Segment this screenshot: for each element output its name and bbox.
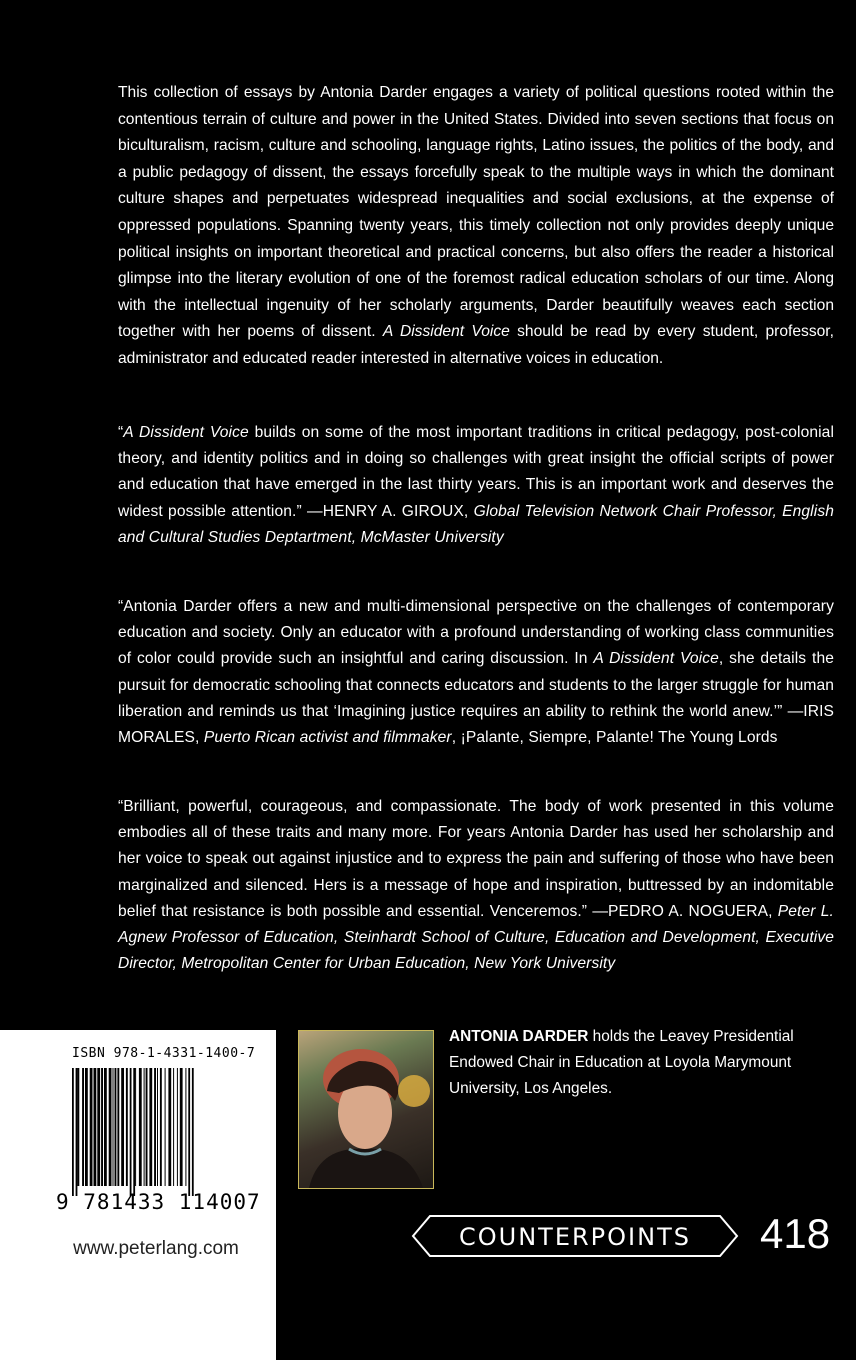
barcode-bar	[146, 1068, 148, 1186]
blurb-text: , she details the pursuit for democratic schooling that connects educators and students to the larger struggle for human liberation and reminds us that ‘Imagining justice requires an ability to rethink the world anew.’” —IRIS MORALES,	[118, 650, 835, 747]
blurb-text: “Brilliant, powerful, courageous, and compassionate. The body of work presented in this volume embodies all of these traits and many more. For years Antonia Darder has used her scholarship and her voice to speak out against injustice and to express the pain and suffering of those who have been marginalized and silenced. Hers is a message of hope and inspiration, buttressed by an indomitable belief that resistance is both possible and essential. Venceremos.” —PEDRO A. NOGUERA,	[118, 798, 834, 920]
barcode-bar	[185, 1068, 186, 1186]
barcode-guard-bar	[192, 1068, 194, 1196]
barcode-bar	[160, 1068, 162, 1186]
barcode-bar	[85, 1068, 88, 1186]
barcode-bar	[115, 1068, 117, 1186]
blurb-text: , ¡Palante, Siempre, Palante! The Young Lords	[451, 729, 778, 747]
book-title: A Dissident Voice	[593, 650, 719, 668]
blurb-giroux	[118, 420, 834, 551]
barcode-bar	[97, 1068, 100, 1186]
barcode-bar	[168, 1068, 171, 1186]
barcode-guard-bar	[72, 1068, 74, 1196]
author-bio	[449, 1024, 839, 1102]
barcode-bar	[149, 1068, 152, 1186]
barcode-bar	[94, 1068, 97, 1186]
barcode-guard-bar	[133, 1068, 135, 1196]
barcode-bar	[109, 1068, 112, 1186]
barcode-bar	[177, 1068, 178, 1186]
quote-mark: “	[118, 424, 124, 441]
isbn-label: ISBN 978-1-4331-1400-7	[72, 1046, 256, 1061]
barcode-guard-bar	[188, 1068, 190, 1196]
barcode-bar	[113, 1068, 114, 1186]
description-text: This collection of essays by Antonia Darder engages a variety of political questions rooted within the contentious terrain of culture and power in the United States. Divided into seven sections that focus on biculturalism, racism, culture and schooling, language rights, Latino issues, the politics of the body, and a public pedagogy of dissent, the essays forcefully speak to the multiple ways in which the dominant culture shapes and perpetuates widespread inequalities and social exclusions, at the expense of oppressed populations. Spanning twenty years, this timely collection not only provides deeply unique political insights on important theoretical and practical concerns, but also offers the reader a historical glimpse into the literary evolution of one of the foremost radical education scholars of our time. Along with the intellectual ingenuity of her scholarly arguments, Darder beautifully weaves each section together with her poems of dissent.	[118, 84, 834, 341]
barcode-bar	[157, 1068, 158, 1186]
description-text: should be read by every student, professor, administrator and educated reader interested in alternative voices in education.	[118, 323, 834, 367]
blurb-affiliation: Puerto Rican activist and filmmaker	[203, 729, 452, 747]
barcode-bar	[104, 1068, 107, 1186]
blurb-affiliation: Global Television Network Chair Professor, English and Cultural Studies Deptartment, McMaster University	[118, 502, 834, 546]
barcode-bar	[90, 1068, 93, 1186]
barcode	[70, 1068, 250, 1196]
blurb-morales	[118, 594, 834, 751]
blurb-noguera	[118, 794, 834, 977]
blurb-text: builds on some of the most important traditions in critical pedagogy, post-colonial theory, and identity politics and in doing so challenges with great insight the official scripts of power and education that have emerged in the last thirty years. This is an important work and deserves the widest possible attention.” —HENRY A. GIROUX,	[118, 424, 835, 520]
blurb-text: “Antonia Darder offers a new and multi-dimensional perspective on the challenges of contemporary education and society. Only an educator with a profound understanding of working class communities of color could provide such an insightful and caring discussion. In	[118, 598, 834, 668]
series-name: COUNTERPOINTS	[459, 1223, 691, 1251]
barcode-bar	[101, 1068, 103, 1186]
barcode-bar	[180, 1068, 183, 1186]
barcode-number: 9 781433 114007	[56, 1190, 261, 1214]
author-name: ANTONIA DARDER	[449, 1028, 589, 1045]
book-title: A Dissident Voice	[123, 424, 249, 441]
author-photo	[298, 1030, 434, 1189]
barcode-bar	[135, 1068, 136, 1186]
series-number: 418	[760, 1210, 831, 1257]
barcode-bar	[165, 1068, 166, 1186]
barcode-bar	[117, 1068, 119, 1186]
author-portrait-illustration	[299, 1031, 433, 1188]
author-bio-text: holds the Leavey Presidential Endowed Chair in Education at Loyola Marymount University, Los Angeles.	[449, 1028, 794, 1097]
barcode-bar	[144, 1068, 145, 1186]
barcode-bar	[154, 1068, 156, 1186]
publisher-url[interactable]: www.peterlang.com	[73, 1238, 239, 1259]
barcode-guard-bar	[76, 1068, 78, 1196]
barcode-bar	[173, 1068, 174, 1186]
barcode-bar	[77, 1068, 79, 1186]
counterpoints-series-logo	[410, 1212, 740, 1260]
barcode-bar	[82, 1068, 84, 1186]
blurb-affiliation: Peter L. Agnew Professor of Education, Steinhardt School of Culture, Education and Development, Executive Director, Metropolitan Center for Urban Education, New York University	[118, 902, 834, 973]
book-title: A Dissident Voice	[382, 323, 510, 341]
barcode-guard-bar	[130, 1068, 132, 1196]
barcode-bar	[126, 1068, 128, 1186]
barcode-bar	[139, 1068, 142, 1186]
book-description	[118, 80, 834, 373]
barcode-bar	[121, 1068, 124, 1186]
